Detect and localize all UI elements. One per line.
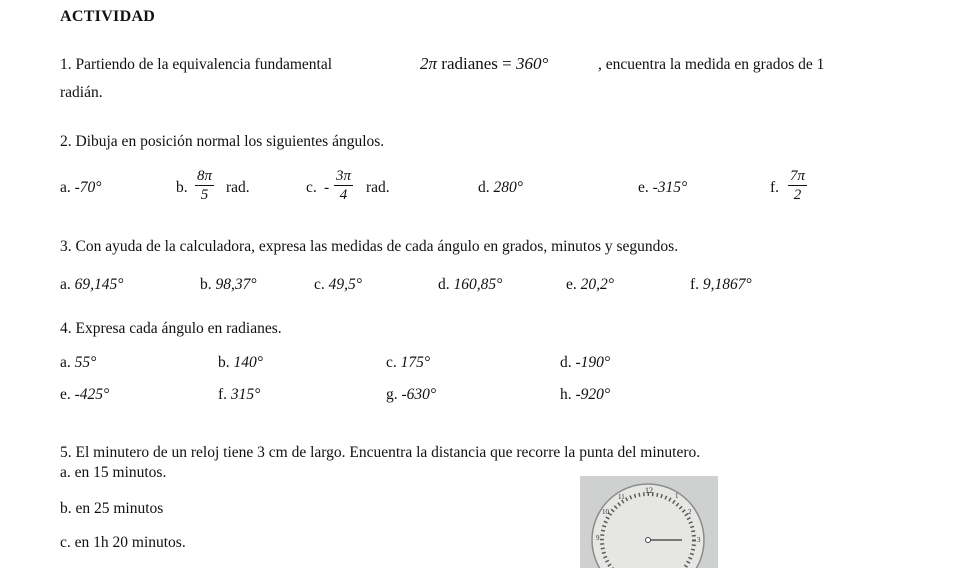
q1-text-start: 1. Partiendo de la equivalencia fundamental: [60, 56, 333, 73]
q2-c-denominator: 4: [339, 187, 348, 203]
q2-d-label: d.: [478, 179, 490, 196]
q3-b-label: b.: [200, 276, 212, 293]
q3-f-label: f.: [690, 276, 700, 293]
clock-number-1: 1: [675, 492, 679, 500]
q3-a-value: 69,145°: [74, 276, 124, 293]
q5-item-b: b. en 25 minutos: [60, 500, 164, 517]
q2-item-e: [638, 179, 687, 197]
q2-heading: 2. Dibuja en posición normal los siguientes ángulos.: [60, 133, 385, 150]
q4-g-label: g.: [386, 386, 398, 403]
q2-a-label: a.: [60, 179, 71, 196]
q4-h-value: -920°: [575, 386, 611, 403]
page-title: ACTIVIDAD: [60, 8, 156, 25]
q3-item-b: [200, 276, 257, 294]
q3-item-e: [566, 276, 614, 294]
q1-equation: [420, 54, 548, 74]
q1-text-end: , encuentra la medida en grados de 1: [598, 56, 825, 73]
q2-c-sign: -: [324, 179, 330, 196]
q3-d-label: d.: [438, 276, 450, 293]
q2-b-label: b.: [176, 179, 188, 196]
q4-c-label: c.: [386, 354, 397, 371]
q4-b-label: b.: [218, 354, 230, 371]
clock-svg: [580, 476, 718, 568]
clock-number-9: 9: [596, 534, 600, 542]
q1-text-radian: radián.: [60, 84, 103, 101]
q4-item-h: [560, 386, 610, 404]
clock-number-10: 10: [602, 508, 609, 516]
q3-c-value: 49,5°: [328, 276, 362, 293]
q1-eq-sign: =: [502, 54, 512, 73]
q4-item-d: [560, 354, 610, 372]
q4-item-b: [218, 354, 263, 372]
q5-item-c: c. en 1h 20 minutos.: [60, 534, 186, 551]
q1-eq-360: 360°: [516, 54, 549, 73]
clock-number-2: 2: [688, 508, 692, 516]
q4-heading: 4. Expresa cada ángulo en radianes.: [60, 320, 282, 337]
q2-b-fraction: [195, 167, 214, 204]
q4-item-c: [386, 354, 430, 372]
q3-a-label: a.: [60, 276, 71, 293]
q4-g-value: -630°: [401, 386, 437, 403]
q2-a-value: -70°: [74, 179, 102, 196]
q4-a-value: 55°: [74, 354, 97, 371]
q2-d-value: 280°: [493, 179, 523, 196]
q5-item-a: a. en 15 minutos.: [60, 464, 167, 481]
clock-number-12: 12: [645, 486, 653, 495]
q3-c-label: c.: [314, 276, 325, 293]
q4-e-label: e.: [60, 386, 71, 403]
q4-f-value: 315°: [230, 386, 261, 403]
q3-item-f: [690, 276, 752, 294]
q2-f-numerator: 7π: [790, 168, 806, 184]
q4-f-label: f.: [218, 386, 228, 403]
q4-item-a: [60, 354, 96, 372]
q2-c-numerator: 3π: [336, 168, 352, 184]
q4-item-e: [60, 386, 109, 404]
q4-d-value: -190°: [575, 354, 611, 371]
clock-number-3: 3: [697, 536, 701, 544]
q2-f-fraction: [788, 167, 807, 204]
q4-item-f: [218, 386, 260, 404]
q3-item-a: [60, 276, 123, 294]
q3-b-value: 98,37°: [215, 276, 257, 293]
q4-b-value: 140°: [233, 354, 263, 371]
q5-heading: 5. El minutero de un reloj tiene 3 cm de largo. Encuentra la distancia que recorre la punta del minutero.: [60, 444, 701, 461]
q1-eq-radianes: radianes: [441, 54, 498, 73]
q2-b-denominator: 5: [200, 187, 209, 203]
q4-d-label: d.: [560, 354, 572, 371]
q2-item-a: [60, 179, 102, 197]
q2-c-fraction: [334, 167, 353, 204]
q2-c-label: c.: [306, 179, 317, 196]
q4-h-label: h.: [560, 386, 572, 403]
q3-item-c: [314, 276, 362, 294]
clock-illustration: [580, 476, 718, 568]
clock-number-11: 11: [618, 493, 625, 501]
q2-f-label: f.: [770, 179, 780, 196]
q3-e-value: 20,2°: [580, 276, 614, 293]
q2-f-denominator: 2: [793, 187, 802, 203]
q2-b-unit: rad.: [226, 179, 250, 196]
q3-heading: 3. Con ayuda de la calculadora, expresa las medidas de cada ángulo en grados, minutos y segundos.: [60, 238, 679, 255]
clock-center: [646, 538, 651, 543]
q3-f-value: 9,1867°: [702, 276, 752, 293]
q1-eq-2pi: 2π: [420, 54, 438, 73]
q4-c-value: 175°: [400, 354, 431, 371]
q2-e-label: e.: [638, 179, 649, 196]
q2-b-numerator: 8π: [197, 168, 213, 184]
q2-item-d: [478, 179, 523, 197]
q3-d-value: 160,85°: [453, 276, 503, 293]
q2-e-value: -315°: [652, 179, 688, 196]
q4-a-label: a.: [60, 354, 71, 371]
q4-item-g: [386, 386, 436, 404]
q2-c-unit: rad.: [366, 179, 390, 196]
q3-e-label: e.: [566, 276, 577, 293]
q4-e-value: -425°: [74, 386, 110, 403]
q3-item-d: [438, 276, 502, 294]
